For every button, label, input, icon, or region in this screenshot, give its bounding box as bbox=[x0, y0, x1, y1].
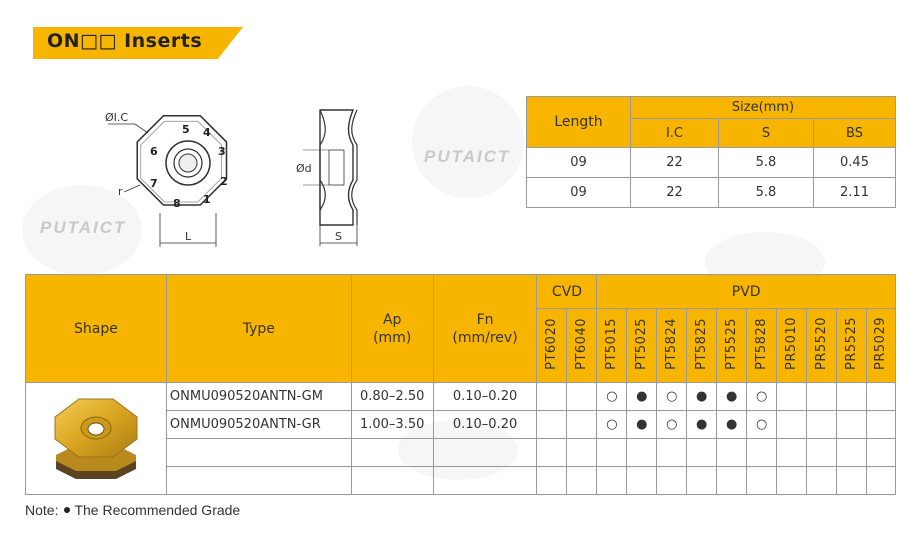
table-row bbox=[527, 178, 896, 208]
grade-header-label: PR5029 bbox=[873, 317, 889, 370]
grade-mark-cell bbox=[657, 467, 687, 495]
grade-mark-cell: ● bbox=[627, 383, 657, 411]
edge-number: 3 bbox=[218, 145, 226, 158]
grade-header-label: PR5525 bbox=[843, 317, 859, 370]
grade-header-label: PT5015 bbox=[604, 317, 620, 370]
size-col-s: S bbox=[719, 119, 814, 148]
grade-mark-cell bbox=[866, 411, 895, 439]
grade-mark-cell bbox=[777, 383, 807, 411]
grade-mark-cell bbox=[627, 439, 657, 467]
size-cell: 09 bbox=[527, 148, 631, 178]
grade-header bbox=[597, 309, 627, 383]
grade-mark-cell: ○ bbox=[657, 383, 687, 411]
ic-label: ØI.C bbox=[105, 111, 129, 124]
size-col-bs: BS bbox=[814, 119, 896, 148]
grade-mark-cell: ● bbox=[717, 383, 747, 411]
table-row bbox=[26, 383, 896, 411]
grade-header bbox=[837, 309, 867, 383]
edge-number: 6 bbox=[150, 145, 158, 158]
grade-mark-cell bbox=[866, 383, 895, 411]
fn-header-unit: (mm/rev) bbox=[452, 329, 518, 346]
edge-number: 2 bbox=[220, 175, 228, 188]
size-cell: 22 bbox=[631, 148, 719, 178]
grade-mark-cell bbox=[866, 439, 895, 467]
watermark: PUTAICT bbox=[424, 147, 511, 166]
s-label: S bbox=[335, 230, 342, 243]
grade-mark-cell: ● bbox=[687, 411, 717, 439]
grade-mark-cell bbox=[717, 467, 747, 495]
d-label: Ød bbox=[296, 162, 312, 175]
grade-mark-cell bbox=[777, 439, 807, 467]
size-cell: 2.11 bbox=[814, 178, 896, 208]
edge-number: 8 bbox=[173, 197, 181, 210]
table-row bbox=[527, 148, 896, 178]
type-cell bbox=[166, 467, 351, 495]
grade-header-label: PT5825 bbox=[694, 317, 710, 370]
grade-header bbox=[747, 309, 777, 383]
grade-mark-cell bbox=[687, 439, 717, 467]
grade-mark-cell bbox=[807, 383, 837, 411]
ap-cell: 0.80–2.50 bbox=[351, 383, 433, 411]
grade-mark-cell: ● bbox=[717, 411, 747, 439]
ap-cell bbox=[351, 439, 433, 467]
grade-mark-cell bbox=[747, 439, 777, 467]
type-cell bbox=[166, 439, 351, 467]
cvd-header: CVD bbox=[537, 275, 597, 309]
grade-mark-cell bbox=[837, 383, 867, 411]
grade-header-label: PT5824 bbox=[664, 317, 680, 370]
ap-cell: 1.00–3.50 bbox=[351, 411, 433, 439]
insert-side-view-drawing bbox=[295, 100, 380, 250]
grade-mark-cell bbox=[567, 383, 597, 411]
size-cell: 0.45 bbox=[814, 148, 896, 178]
grade-mark-cell: ○ bbox=[747, 383, 777, 411]
grade-header-label: PT6040 bbox=[574, 317, 590, 370]
grade-header bbox=[627, 309, 657, 383]
type-cell: ONMU090520ANTN-GM bbox=[166, 383, 351, 411]
grade-header bbox=[866, 309, 895, 383]
grade-mark-cell: ● bbox=[687, 383, 717, 411]
grade-header bbox=[777, 309, 807, 383]
edge-number: 7 bbox=[150, 177, 158, 190]
grade-mark-cell: ○ bbox=[657, 411, 687, 439]
grade-header-label: PT5828 bbox=[754, 317, 770, 370]
grade-header bbox=[657, 309, 687, 383]
edge-number: 5 bbox=[182, 123, 190, 136]
ap-header-unit: (mm) bbox=[373, 329, 412, 346]
grade-mark-cell bbox=[866, 467, 895, 495]
grade-mark-cell: ○ bbox=[747, 411, 777, 439]
size-header: Size(mm) bbox=[631, 97, 896, 119]
r-label: r bbox=[118, 185, 123, 198]
type-cell: ONMU090520ANTN-GR bbox=[166, 411, 351, 439]
grade-header bbox=[807, 309, 837, 383]
grade-mark-cell bbox=[537, 411, 567, 439]
grade-mark-cell bbox=[567, 411, 597, 439]
grade-header-label: PT6020 bbox=[544, 317, 560, 370]
length-header: Length bbox=[527, 97, 631, 148]
grade-mark-cell bbox=[537, 439, 567, 467]
grade-mark-cell bbox=[837, 439, 867, 467]
grade-mark-cell bbox=[597, 467, 627, 495]
l-label: L bbox=[185, 230, 192, 243]
grade-mark-cell: ● bbox=[627, 411, 657, 439]
grade-mark-cell bbox=[807, 411, 837, 439]
grade-mark-cell bbox=[567, 439, 597, 467]
grade-mark-cell bbox=[807, 467, 837, 495]
grade-header bbox=[537, 309, 567, 383]
grade-mark-cell bbox=[777, 411, 807, 439]
grade-header-label: PT5525 bbox=[724, 317, 740, 370]
grade-header-label: PT5025 bbox=[634, 317, 650, 370]
size-cell: 22 bbox=[631, 178, 719, 208]
grade-header-label: PR5010 bbox=[784, 317, 800, 370]
fn-cell: 0.10–0.20 bbox=[433, 383, 537, 411]
grade-mark-cell bbox=[777, 467, 807, 495]
size-cell: 09 bbox=[527, 178, 631, 208]
bg-circle bbox=[412, 86, 524, 198]
ap-header-label: Ap bbox=[382, 311, 402, 328]
insert-top-view-drawing bbox=[90, 95, 275, 255]
grade-header-label: PR5520 bbox=[814, 317, 830, 370]
grade-mark-cell bbox=[657, 439, 687, 467]
grade-mark-cell bbox=[567, 467, 597, 495]
fn-cell: 0.10–0.20 bbox=[433, 411, 537, 439]
shape-header: Shape bbox=[26, 275, 167, 383]
pvd-header: PVD bbox=[597, 275, 896, 309]
grade-mark-cell bbox=[537, 467, 567, 495]
note-prefix: Note: bbox=[25, 502, 59, 518]
type-header: Type bbox=[166, 275, 351, 383]
grade-mark-cell bbox=[537, 383, 567, 411]
grade-table bbox=[25, 274, 896, 495]
grade-header bbox=[717, 309, 747, 383]
grade-header bbox=[567, 309, 597, 383]
size-table bbox=[526, 96, 896, 208]
recommended-dot-icon bbox=[64, 507, 70, 513]
grade-mark-cell bbox=[807, 439, 837, 467]
size-cell: 5.8 bbox=[719, 148, 814, 178]
grade-mark-cell bbox=[687, 467, 717, 495]
page-title: ON□□ Inserts bbox=[47, 30, 203, 52]
grade-mark-cell bbox=[747, 467, 777, 495]
insert-photo bbox=[41, 387, 151, 487]
fn-header bbox=[433, 275, 537, 383]
grade-mark-cell: ○ bbox=[597, 383, 627, 411]
edge-number: 1 bbox=[203, 193, 211, 206]
note bbox=[25, 502, 240, 518]
fn-cell bbox=[433, 467, 537, 495]
note-text: The Recommended Grade bbox=[74, 502, 241, 518]
shape-image-cell bbox=[26, 383, 167, 495]
grade-mark-cell bbox=[717, 439, 747, 467]
edge-number: 4 bbox=[203, 126, 211, 139]
size-col-ic: I.C bbox=[631, 119, 719, 148]
fn-cell bbox=[433, 439, 537, 467]
grade-mark-cell bbox=[627, 467, 657, 495]
fn-header-label: Fn bbox=[476, 311, 494, 328]
grade-mark-cell bbox=[837, 467, 867, 495]
size-cell: 5.8 bbox=[719, 178, 814, 208]
grade-header bbox=[687, 309, 717, 383]
watermark: PUTAICT bbox=[40, 218, 127, 237]
grade-mark-cell: ○ bbox=[597, 411, 627, 439]
ap-header bbox=[351, 275, 433, 383]
grade-mark-cell bbox=[597, 439, 627, 467]
ap-cell bbox=[351, 467, 433, 495]
grade-mark-cell bbox=[837, 411, 867, 439]
